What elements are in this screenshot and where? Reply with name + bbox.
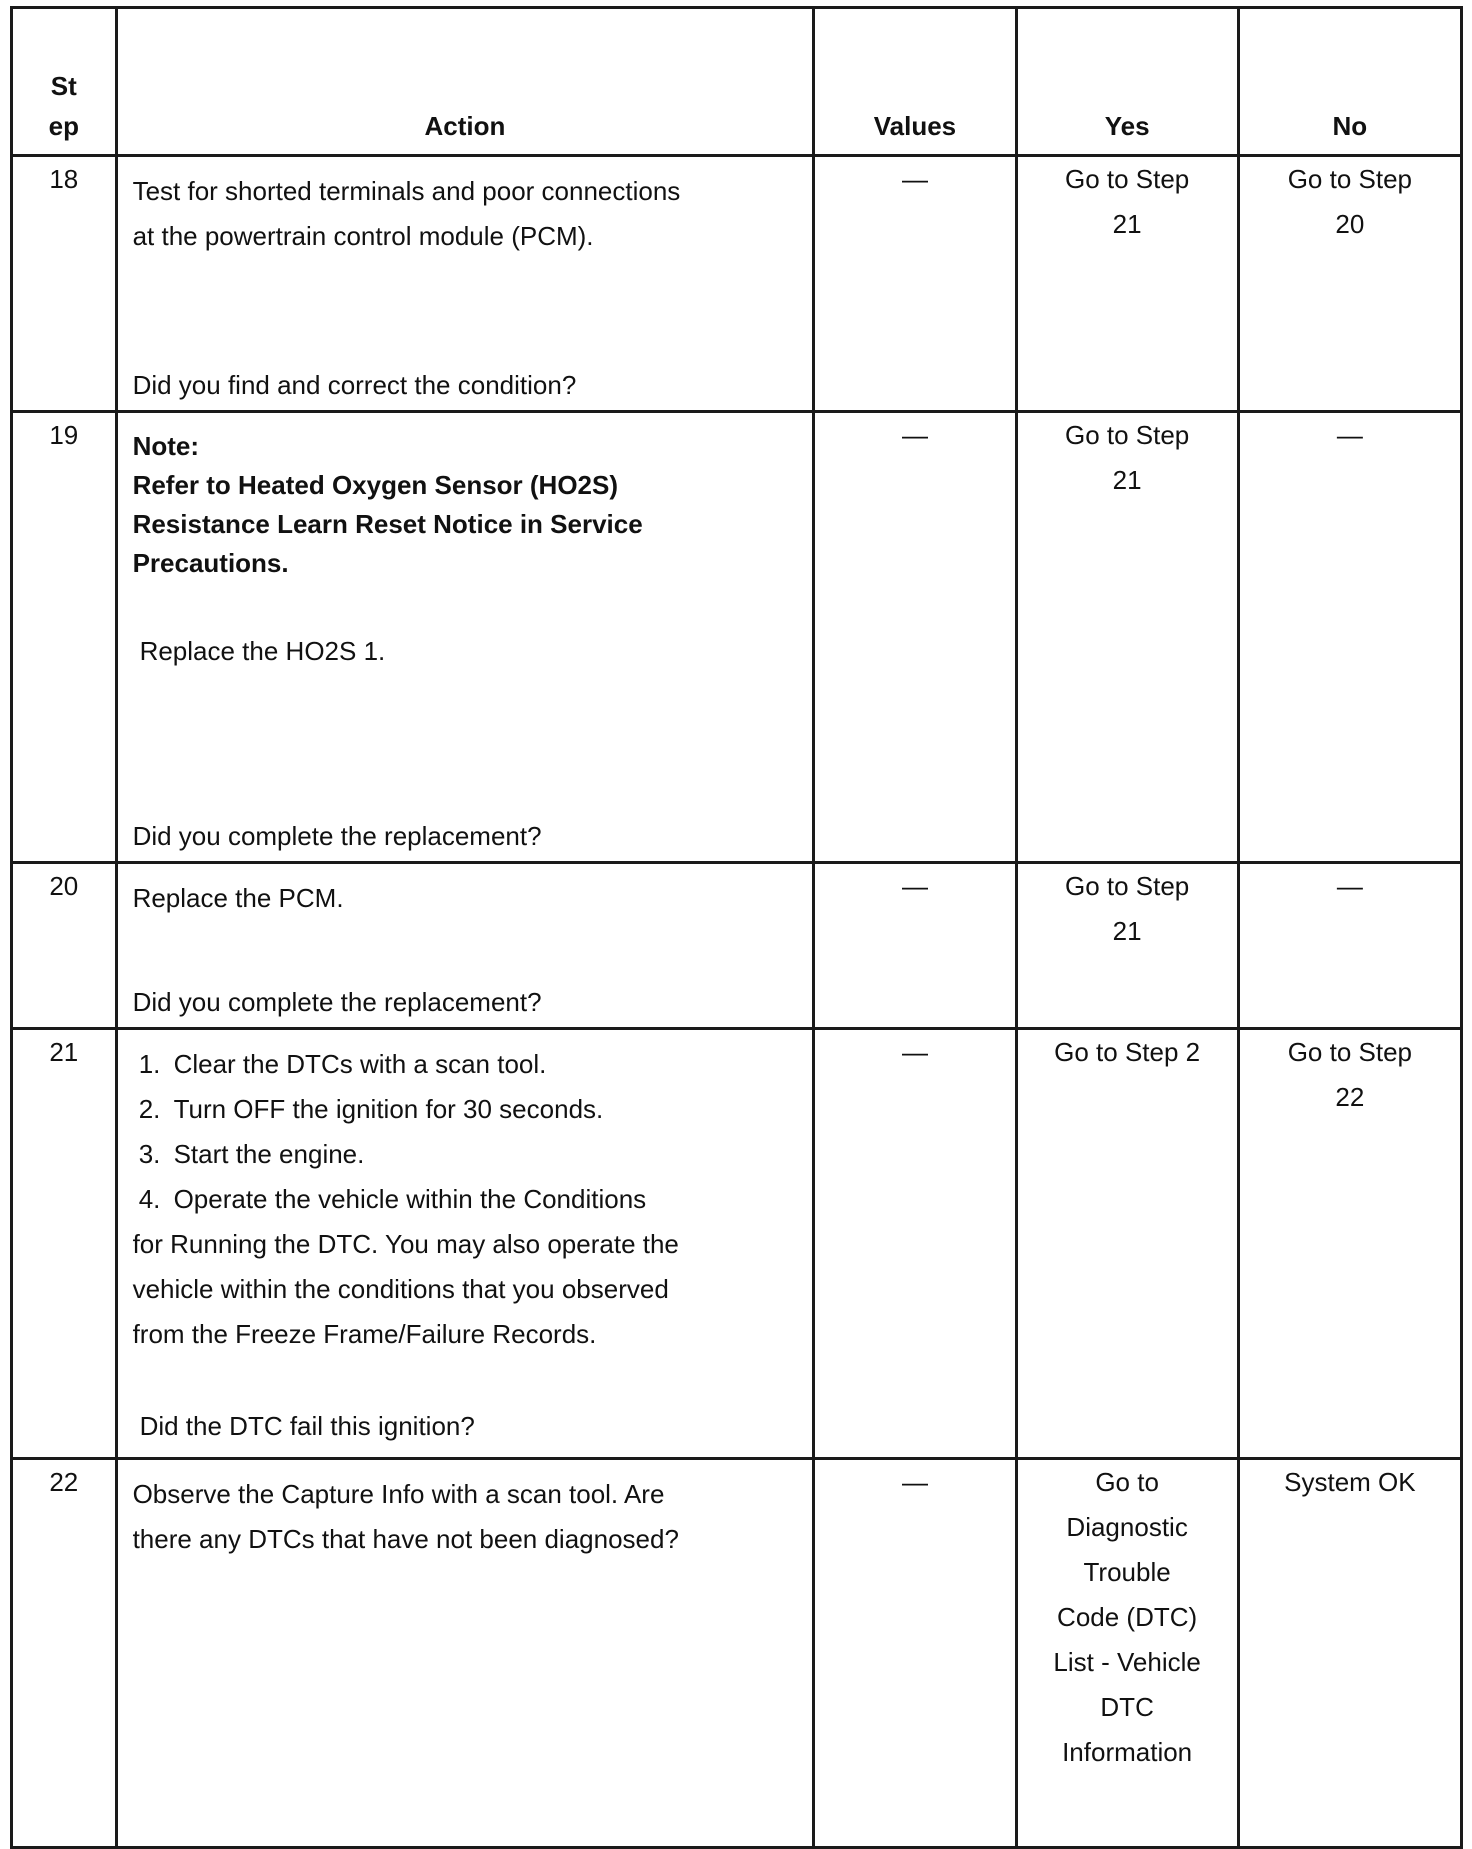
yes-step-number: 21: [1112, 465, 1142, 495]
diagnostic-step-table: [10, 6, 1463, 1849]
header-action: Action: [116, 8, 814, 156]
table-row-step-19: [12, 412, 1462, 863]
values-cell: —: [814, 412, 1016, 863]
yes-step-number: 21: [1112, 916, 1142, 946]
values-cell: —: [814, 1029, 1016, 1459]
table-row-step-20: [12, 863, 1462, 1029]
yes-step-number: 21: [1112, 209, 1142, 239]
note-title: Note:: [132, 431, 199, 461]
values-cell: —: [814, 1459, 1016, 1848]
list-item: [126, 1177, 753, 1222]
header-step-line-2: ep: [48, 111, 79, 141]
list-item-number: 3.: [138, 1139, 161, 1169]
yes-link-text: Go to Step: [1064, 420, 1190, 450]
note-line: Refer to Heated Oxygen Sensor (HO2S): [132, 470, 619, 500]
action-cell: [116, 156, 814, 412]
numbered-steps-list: [126, 1042, 753, 1222]
action-cell: [116, 1029, 814, 1459]
no-cell: [1238, 1029, 1461, 1459]
no-dash: —: [1336, 871, 1363, 901]
action-cell: [116, 863, 814, 1029]
header-yes: Yes: [1016, 8, 1238, 156]
list-item-continuation: [126, 1222, 753, 1357]
table-row-step-21: [12, 1029, 1462, 1459]
values-cell: —: [814, 863, 1016, 1029]
step-number: 18: [12, 156, 117, 412]
no-cell: [1238, 863, 1461, 1029]
yes-link-text: Go to Step 2: [1054, 1037, 1201, 1067]
action-cell: [116, 412, 814, 863]
header-no: No: [1238, 8, 1461, 156]
yes-cell: [1016, 1029, 1238, 1459]
yes-cell: [1016, 863, 1238, 1029]
no-cell: [1238, 412, 1461, 863]
no-dash: —: [1336, 420, 1363, 450]
note-line: Precautions: [132, 548, 282, 578]
yes-link-text: [1053, 1460, 1200, 1775]
action-text: Replace the PCM.: [132, 883, 344, 913]
continuation-line: vehicle within the conditions that you observed: [132, 1274, 669, 1304]
step-number: 21: [12, 1029, 117, 1459]
yes-line: Code (DTC): [1057, 1602, 1198, 1632]
yes-line: DTC: [1100, 1692, 1154, 1722]
yes-cell: [1016, 412, 1238, 863]
list-item: [126, 1042, 753, 1087]
table-header-row: [12, 8, 1462, 156]
action-text: [133, 1472, 753, 1562]
action-line: at the powertrain control module (PCM).: [132, 221, 594, 251]
step-number: 19: [12, 412, 117, 863]
values-cell: —: [814, 156, 1016, 412]
yes-line: Information: [1062, 1737, 1193, 1767]
table-row-step-18: [12, 156, 1462, 412]
list-item: [126, 1087, 753, 1132]
list-item-text: Start the engine.: [173, 1139, 365, 1169]
action-question: Did you complete the replacement?: [132, 987, 542, 1017]
yes-line: Diagnostic: [1066, 1512, 1188, 1542]
yes-line: Trouble: [1083, 1557, 1171, 1587]
action-line: there any DTCs that have not been diagnosed?: [132, 1524, 679, 1554]
yes-link-text: Go to Step: [1064, 871, 1190, 901]
action-question: Did you find and correct the condition?: [132, 370, 577, 400]
no-cell: [1238, 1459, 1461, 1848]
continuation-line: from the Freeze Frame/Failure Records.: [132, 1319, 597, 1349]
header-step: [12, 8, 117, 156]
list-item-number: 4.: [138, 1184, 161, 1214]
action-cell: [116, 1459, 814, 1848]
header-values: Values: [814, 8, 1016, 156]
no-link-text: Go to Step: [1287, 1037, 1413, 1067]
continuation-line: for Running the DTC. You may also operate the: [132, 1229, 679, 1259]
no-step-number: 22: [1335, 1082, 1365, 1112]
yes-line: List - Vehicle: [1053, 1647, 1201, 1677]
action-question: Did the DTC fail this ignition?: [139, 1411, 475, 1441]
action-line: Test for shorted terminals and poor connections: [132, 176, 681, 206]
no-step-number: 20: [1335, 209, 1365, 239]
list-item-number: 2.: [138, 1094, 161, 1124]
yes-cell: [1016, 1459, 1238, 1848]
action-steps: [126, 1042, 753, 1357]
action-line: Observe the Capture Info with a scan tool. Are: [132, 1479, 665, 1509]
note-block: [133, 427, 753, 583]
note-dot: .: [281, 548, 289, 578]
step-number: 20: [12, 863, 117, 1029]
list-item-number: 1.: [138, 1049, 161, 1079]
action-question: Did you complete the replacement?: [132, 821, 542, 851]
no-link-text: Go to Step: [1287, 164, 1413, 194]
no-cell: [1238, 156, 1461, 412]
step-number: 22: [12, 1459, 117, 1848]
yes-cell: [1016, 156, 1238, 412]
list-item: [126, 1132, 753, 1177]
table-row-step-22: [12, 1459, 1462, 1848]
action-text: [133, 169, 753, 259]
list-item-text: Turn OFF the ignition for 30 seconds.: [173, 1094, 604, 1124]
yes-link-text: Go to Step: [1064, 164, 1190, 194]
note-line: Resistance Learn Reset Notice in Service: [132, 509, 643, 539]
action-text: Replace the HO2S 1.: [139, 636, 386, 666]
yes-line: Go to: [1095, 1467, 1159, 1497]
list-item-text: Operate the vehicle within the Conditions: [173, 1184, 647, 1214]
header-step-line-1: St: [50, 71, 77, 101]
no-link-text: System OK: [1284, 1467, 1416, 1497]
list-item-text: Clear the DTCs with a scan tool.: [173, 1049, 547, 1079]
